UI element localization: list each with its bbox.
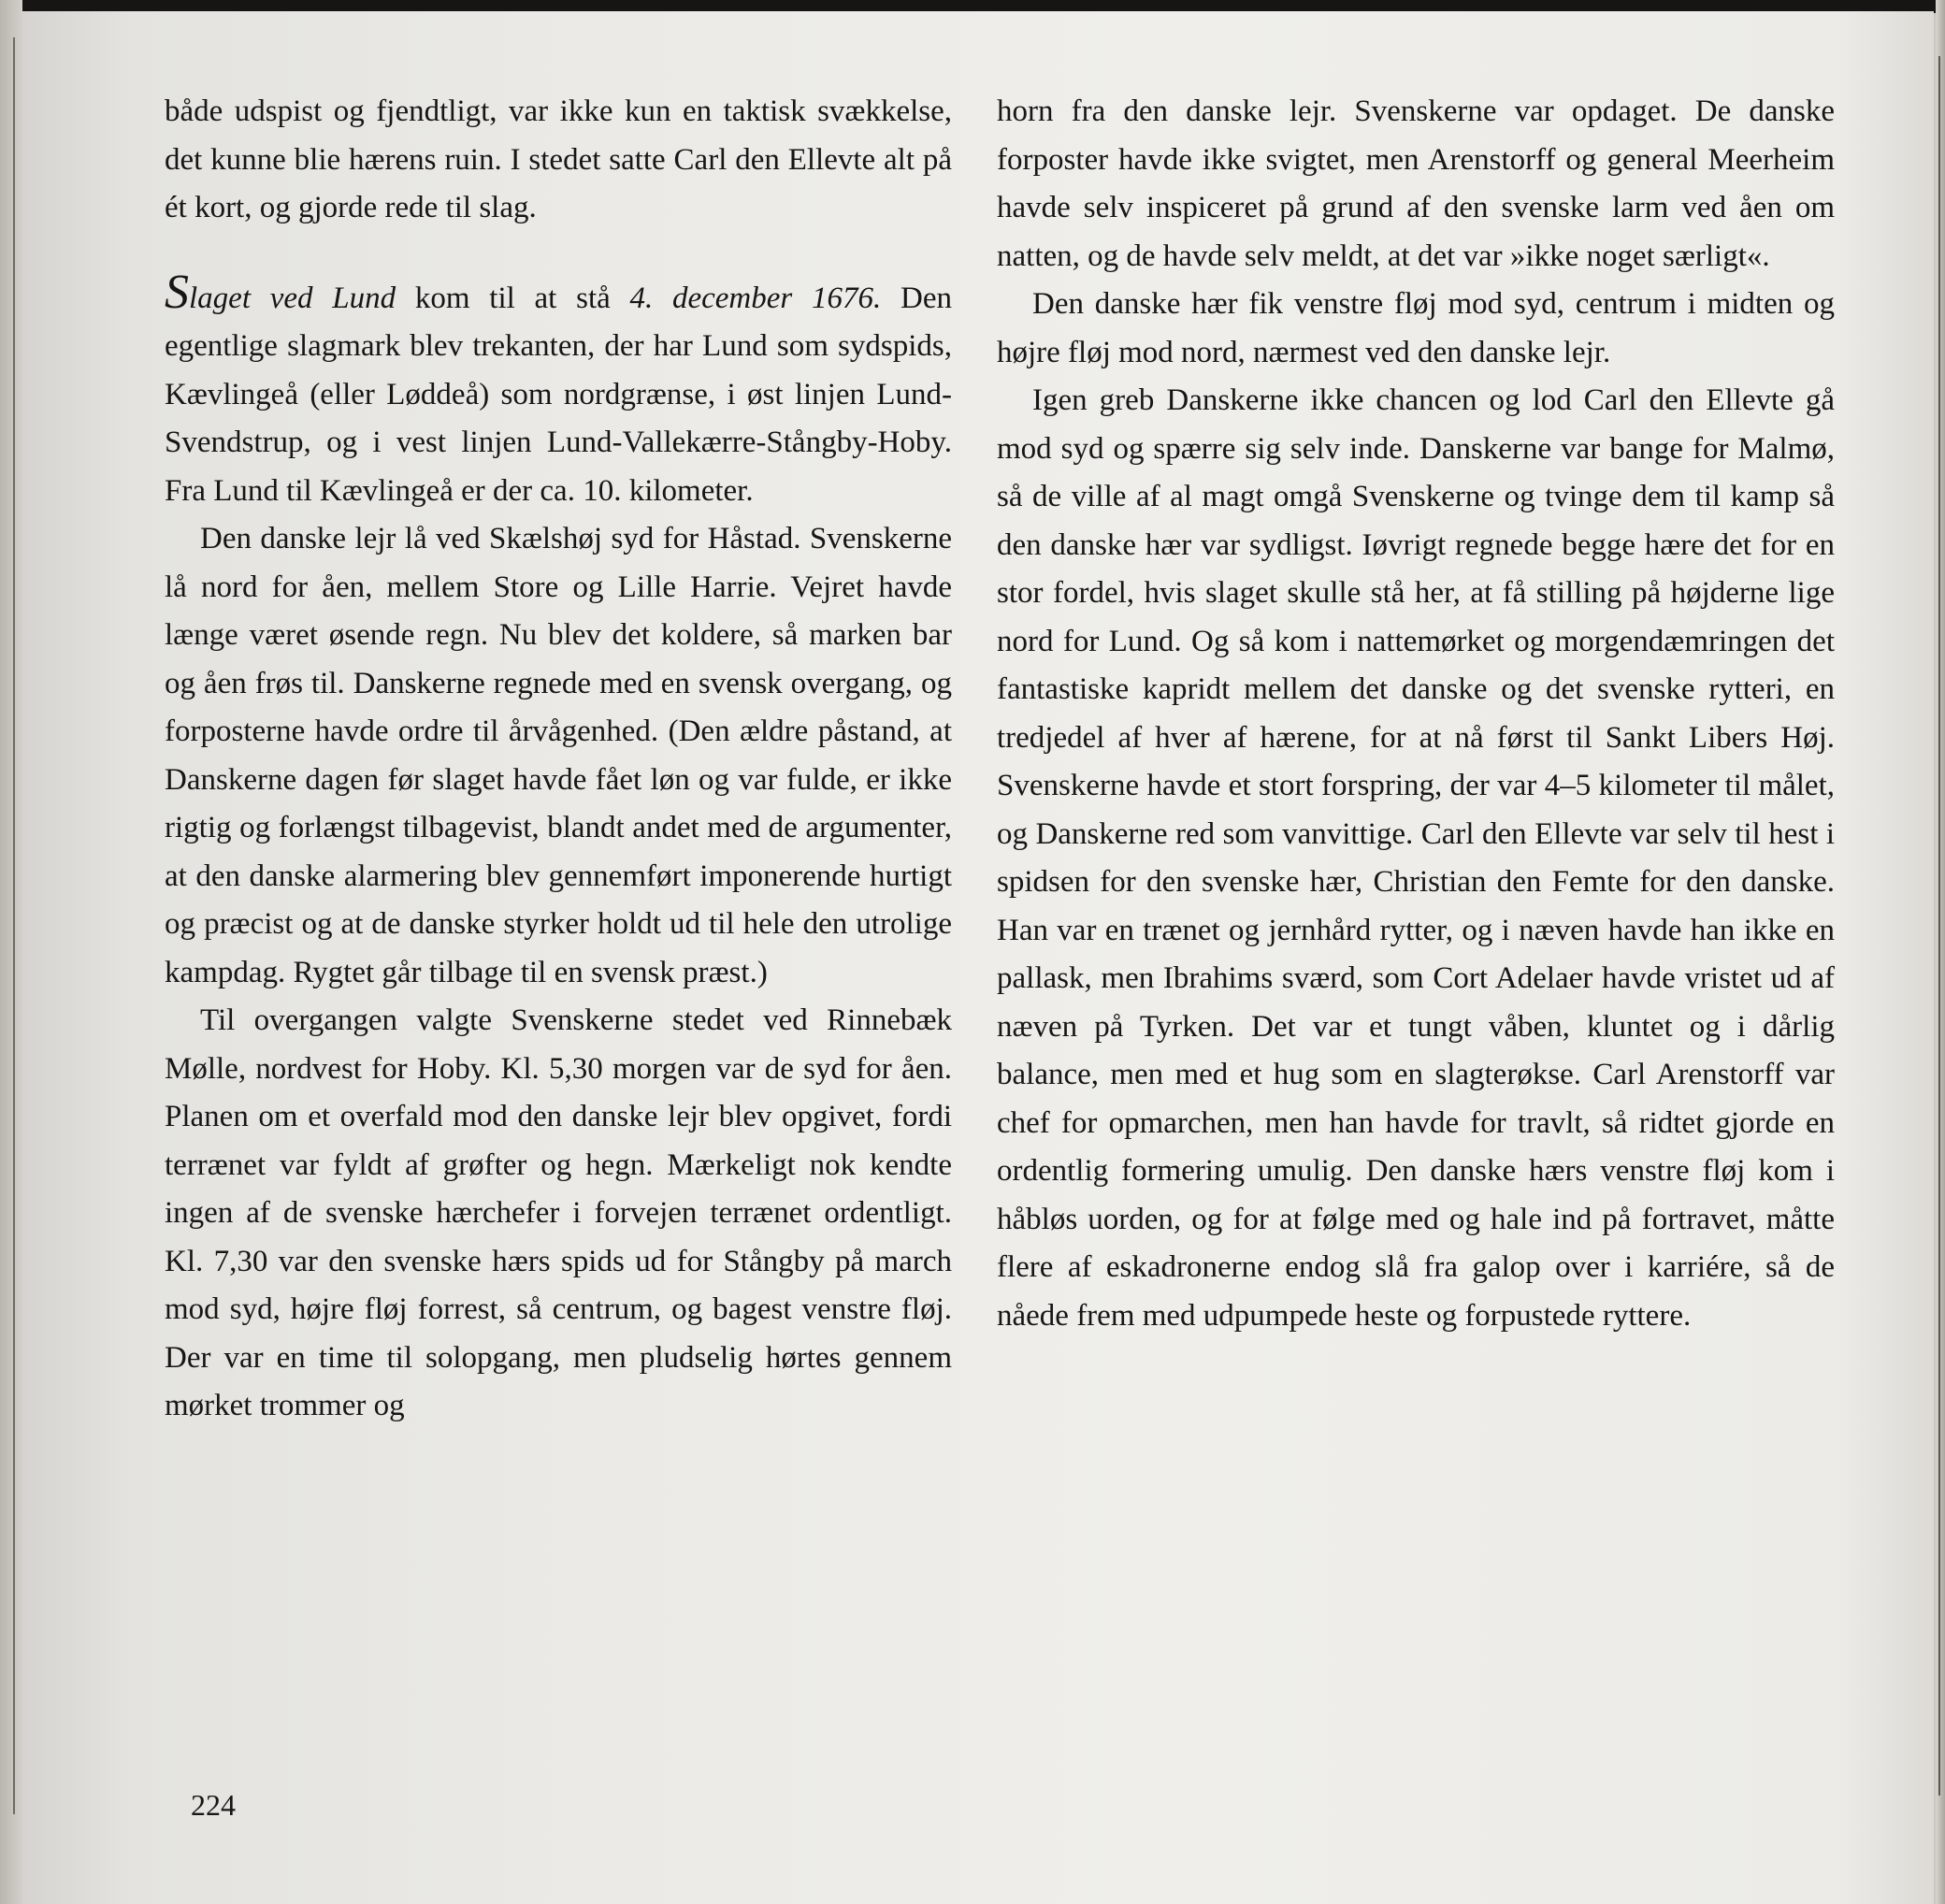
section-runin-heading: laget ved Lund xyxy=(189,281,396,315)
left-text-column xyxy=(165,88,952,1431)
section-opening-rest: Den egentlige slagmark blev trekanten, der har Lund som sydspids, Kævlingeå (eller Løddeå) som nordgrænse, i øst linjen Lund-Svendstrup, og i vest linjen Lund-Vallekærre-Stångby-Hoby. Fra Lund til Kævlingeå er der ca. 10. kilometer. xyxy=(165,281,952,508)
battle-date: 4. december 1676. xyxy=(629,281,882,315)
right-paragraph-3: Igen greb Danskerne ikke chancen og lod Carl den Ellevte gå mod syd og spærre sig selv inde. Danskerne var bange for Malmø, så de ville af al magt omgå Svenskerne og tvinge dem til kamp så den danske hær var sydligst. Iøvrigt regnede begge hære det for en stor fordel, hvis slaget skulle stå her, at få stilling på højderne lige nord for Lund. Og så kom i nattemørket og morgendæmringen det fantastiske kapridt mellem det danske og det svenske rytteri, en tredjedel af hver af hærene, for at nå først til Sankt Libers Høj. Svenskerne havde et stort forspring, der var 4–5 kilometer til målet, og Danskerne red som vanvittige. Carl den Ellevte var selv til hest i spidsen for den svenske hær, Christian den Femte for den danske. Han var en trænet og jernhård rytter, og i næven havde han ikke en pallask, men Ibrahims sværd, som Cort Adelaer havde vristet ud af næven på Tyrken. Det var et tungt våben, kluntet og i dårlig balance, men med et hug som en slagterøkse. Carl Arenstorff var chef for opmarchen, men han havde for travlt, så ridtet gjorde en ordentlig formering umulig. Den danske hærs venstre fløj kom i håbløs uorden, og for at følge med og hale ind på fortravet, måtte flere af eskadronerne endog slå fra galop over i karriére, så de nåede frem med udpumpede heste og forpustede ryttere. xyxy=(997,383,1835,1333)
left-paragraph-4: Til overgangen valgte Svenskerne stedet ved Rinnebæk Mølle, nordvest for Hoby. Kl. 5,30 morgen var de syd for åen. Planen om et overfald mod den danske lejr blev opgivet, fordi terrænet var fyldt af grøfter og hegn. Mærkeligt nok kendte ingen af de svenske hærchefer i forvejen terrænet ordentligt. Kl. 7,30 var den svenske hærs spids ud for Stångby på march mod syd, højre fløj forrest, så centrum, og bagest venstre fløj. Der var en time til solopgang, men pludselig hørtes gennem mørket trommer og xyxy=(165,1003,952,1422)
section-opening-paragraph xyxy=(165,265,952,516)
page-number: 224 xyxy=(191,1788,236,1822)
page-right-edge xyxy=(1936,0,1945,1904)
right-paragraph-2: Den danske hær fik venstre fløj mod syd, centrum i midten og højre fløj mod nord, nærmest ved den danske lejr. xyxy=(997,287,1835,369)
drop-cap: S xyxy=(165,265,189,319)
book-binding xyxy=(0,0,22,1904)
left-paragraph-3: Den danske lejr lå ved Skælshøj syd for Håstad. Svenskerne lå nord for åen, mellem Store og Lille Harrie. Vejret havde længe været øsende regn. Nu blev det koldere, så marken bar og åen frøs til. Danskerne regnede med en svensk overgang, og forposterne havde ordre til årvågenhed. (Den ældre påstand, at Danskerne dagen før slaget havde fået løn og var fulde, er ikke rigtig og forlængst tilbagevist, blandt andet med de argumenter, at den danske alarmering blev gennemført imponerende hurtigt og præcist og at de danske styrker holdt ud til hele den utrolige kampdag. Rygtet går tilbage til en svensk præst.) xyxy=(165,522,952,989)
right-paragraph-1: horn fra den danske lejr. Svenskerne var opdaget. De danske forposter havde ikke svigtet, men Arenstorff og general Meerheim havde selv inspiceret på grund af den svenske larm ved åen om natten, og de havde selv meldt, at det var »ikke noget særligt«. xyxy=(997,94,1835,273)
runin-text: kom til at stå xyxy=(396,281,630,315)
left-paragraph-1: både udspist og fjendtligt, var ikke kun en taktisk svækkelse, det kunne blie hærens ruin. I stedet satte Carl den Ellevte alt på ét kort, og gjorde rede til slag. xyxy=(165,94,952,224)
right-text-column xyxy=(997,88,1835,1340)
